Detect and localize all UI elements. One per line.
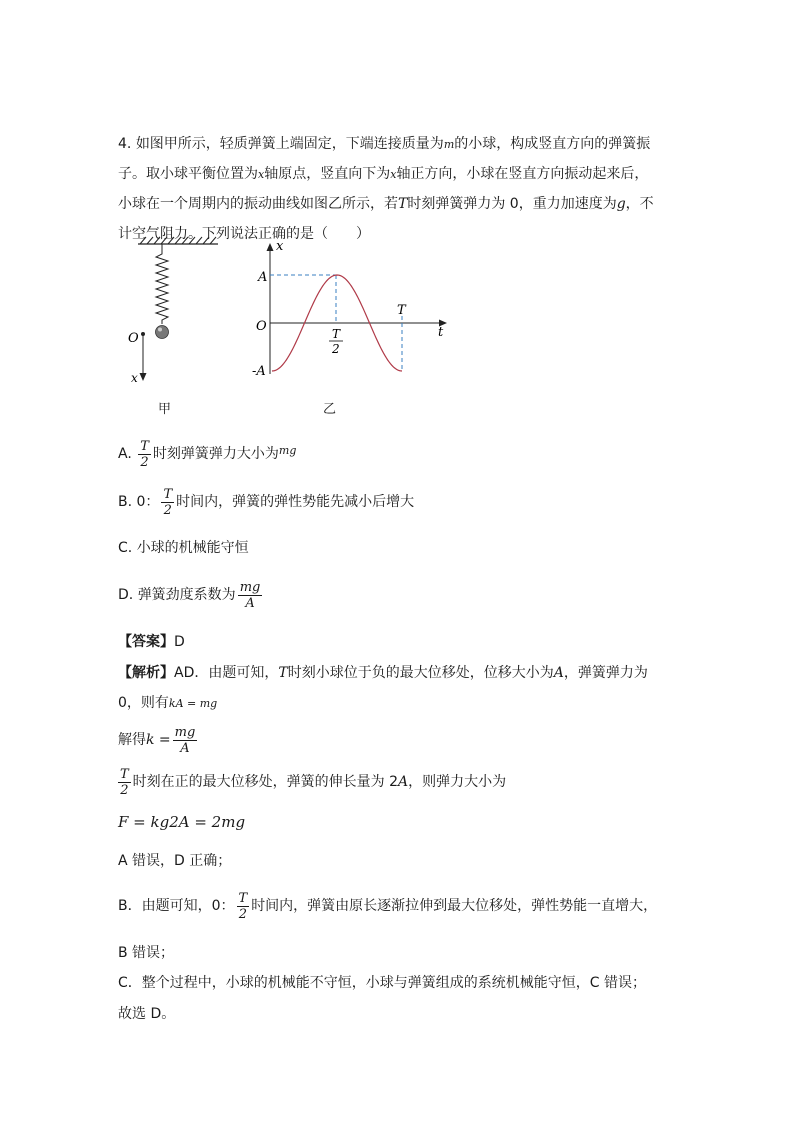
analysis-line-4: $\frac{T}{2}$ 时刻在正的最大位移处，弹簧的伸长量为 2A，则弹力大小为 [120,766,507,798]
analysis-line-8: B 错误； [118,945,175,961]
analysis-line-2: 0，则有kA = mg [118,695,218,711]
figure-yi-chart [240,232,460,382]
label-negA-yi: -A [252,364,266,379]
analysis-line-7: B．由题可知，0： $\frac{T}{2}$ 时间内，弹簧由原长逐渐拉伸到最大位移处，弹性势能一直增大， [118,890,658,922]
analysis-half-T-fraction: $\frac{T}{2}$ [120,766,129,798]
option-b[interactable]: B. 0： $\frac{T}{2}$ 时间内，弹簧的弹性势能先减小后增大 [118,486,415,518]
label-half-T-num: T [332,327,341,341]
label-O-jia: O [128,331,139,346]
label-x-yi: x [276,239,284,254]
caption-jia: 甲 [158,402,172,417]
answer-tag: 【答案】 [118,634,174,650]
analysis-line-3: 解得k = $\frac{mg}{A}$ [118,724,196,756]
option-b-fraction: $\frac{T}{2}$ [163,486,173,518]
analysis-line-5: F = kg2A = 2mg [118,813,246,831]
ball-highlight [158,328,162,332]
analysis-line-1: 【解析】AD．由题可知，T时刻小球位于负的最大位移处，位移大小为A，弹簧弹力为 [118,665,648,681]
option-d-fraction: $\frac{mg}{A}$ [239,579,261,611]
label-half-T-den: 2 [332,342,340,356]
option-d[interactable]: D. 弹簧劲度系数为 $\frac{mg}{A}$ [118,579,261,611]
answer-value: D [174,634,185,650]
option-a-fraction: $\frac{T}{2}$ [140,438,149,470]
analysis-line-9: C．整个过程中，小球的机械能不守恒，小球与弹簧组成的系统机械能守恒，C 错误； [118,975,646,991]
label-T-yi: T [397,303,406,318]
analysis-tag: 【解析】 [118,665,174,681]
question-line-4: 计空气阻力。下列说法正确的是（ ） [118,226,370,242]
option-a[interactable]: A. $\frac{T}{2}$ 时刻弹簧弹力大小为$^{mg}$ [118,438,297,470]
label-A-yi: A [258,270,268,285]
caption-yi: 乙 [323,402,337,417]
label-O-yi: O [256,319,267,334]
ceiling-hatch [140,237,216,244]
ball [156,326,169,339]
x-axis-arrow [140,373,147,381]
question-number: 4. [118,136,132,152]
spring-coil [156,244,168,324]
label-x-jia: x [131,371,138,385]
figure-jia-spring [120,232,230,422]
analysis-line-10: 故选 D。 [118,1006,176,1022]
label-t-yi: t [438,325,444,340]
question-line-2: 子。取小球平衡位置为x轴原点，竖直向下为x轴正方向，小球在竖直方向振动起来后， [118,166,649,182]
analysis-k-fraction: $\frac{mg}{A}$ [174,724,196,756]
option-c[interactable]: C. 小球的机械能守恒 [118,540,249,556]
answer-line [118,632,185,652]
x-axis-arrow [267,243,274,251]
question-line-1: 4. 如图甲所示，轻质弹簧上端固定，下端连接质量为m的小球，构成竖直方向的弹簧振 [118,136,651,152]
question-line-3: 小球在一个周期内的振动曲线如图乙所示，若T时刻弹簧弹力为 0，重力加速度为g，不 [118,196,654,212]
analysis-b-fraction: $\frac{T}{2}$ [238,890,248,922]
analysis-line-6: A 错误，D 正确； [118,853,232,869]
